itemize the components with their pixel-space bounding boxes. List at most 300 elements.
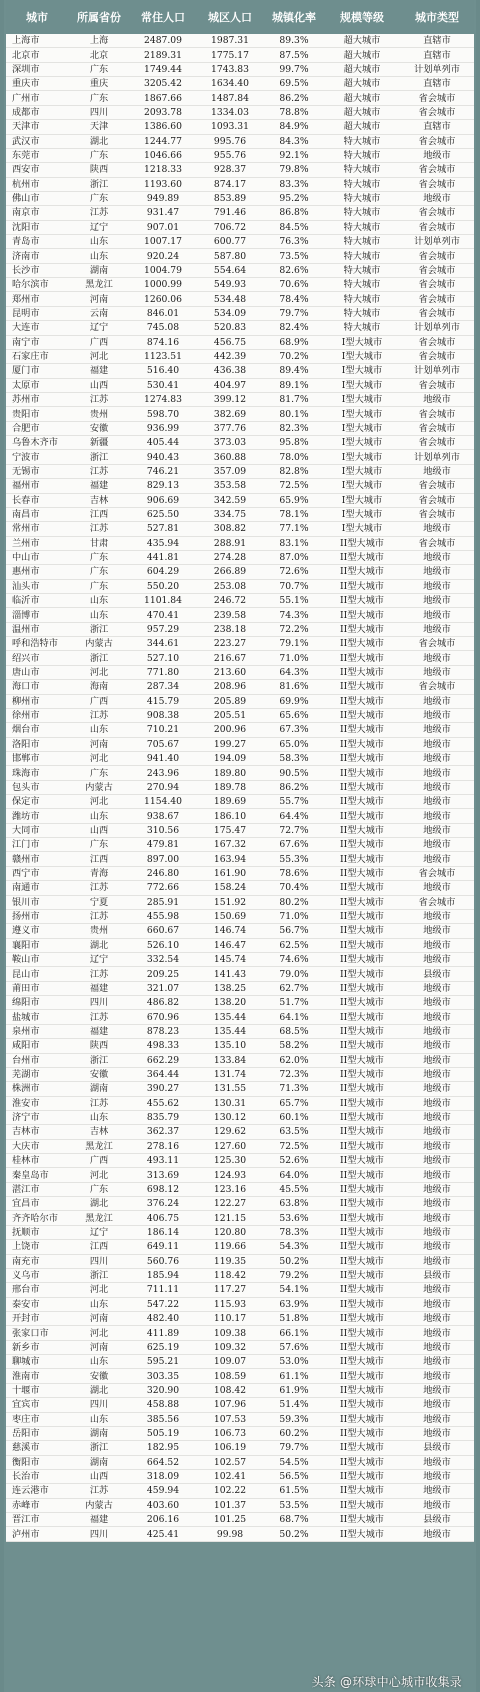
cell-province: 山西: [68, 823, 130, 837]
cell-city: 扬州市: [6, 909, 68, 923]
cell-province: 江苏: [68, 206, 130, 220]
cell-province: 山西: [68, 1469, 130, 1483]
cell-city: 厦门市: [6, 364, 68, 378]
cell-urban-population: 587.80: [196, 249, 264, 263]
cell-scale-grade: I型大城市: [324, 436, 400, 450]
cell-scale-grade: 超大城市: [324, 105, 400, 119]
cell-city-type: 地级市: [400, 565, 474, 579]
cell-province: 江苏: [68, 1010, 130, 1024]
cell-urban-population: 124.93: [196, 1168, 264, 1182]
cell-urban-population: 121.15: [196, 1211, 264, 1225]
cell-urban-population: 109.32: [196, 1340, 264, 1354]
cell-city-type: 县级市: [400, 1513, 474, 1527]
cell-urbanization-rate: 72.5%: [264, 1139, 324, 1153]
cell-resident-population: 493.11: [130, 1154, 196, 1168]
cell-city: 乌鲁木齐市: [6, 436, 68, 450]
cell-urbanization-rate: 74.3%: [264, 608, 324, 622]
cell-province: 山东: [68, 723, 130, 737]
cell-urbanization-rate: 78.3%: [264, 1225, 324, 1239]
cell-city-type: 省会城市: [400, 479, 474, 493]
cell-urbanization-rate: 65.0%: [264, 737, 324, 751]
cell-urban-population: 107.96: [196, 1398, 264, 1412]
cell-city-type: 地级市: [400, 924, 474, 938]
cell-resident-population: 376.24: [130, 1197, 196, 1211]
cell-urbanization-rate: 84.9%: [264, 120, 324, 134]
cell-urban-population: 1487.84: [196, 91, 264, 105]
cell-province: 湖北: [68, 134, 130, 148]
cell-urban-population: 189.80: [196, 766, 264, 780]
cell-province: 海南: [68, 680, 130, 694]
cell-province: 江苏: [68, 392, 130, 406]
cell-scale-grade: II型大城市: [324, 1484, 400, 1498]
city-table: [6, 34, 474, 1542]
cell-resident-population: 931.47: [130, 206, 196, 220]
cell-urbanization-rate: 72.7%: [264, 823, 324, 837]
cell-scale-grade: II型大城市: [324, 1498, 400, 1512]
cell-city-type: 省会城市: [400, 680, 474, 694]
cell-scale-grade: II型大城市: [324, 1369, 400, 1383]
cell-city: 沈阳市: [6, 220, 68, 234]
table-row: [6, 550, 474, 564]
cell-urban-population: 382.69: [196, 407, 264, 421]
cell-city-type: 地级市: [400, 795, 474, 809]
cell-urban-population: 158.24: [196, 881, 264, 895]
cell-resident-population: 595.21: [130, 1355, 196, 1369]
cell-scale-grade: II型大城市: [324, 651, 400, 665]
cell-city: 太原市: [6, 378, 68, 392]
cell-city: 枣庄市: [6, 1412, 68, 1426]
cell-urbanization-rate: 89.1%: [264, 378, 324, 392]
cell-urban-population: 404.97: [196, 378, 264, 392]
cell-city-type: 省会城市: [400, 278, 474, 292]
cell-urban-population: 216.67: [196, 651, 264, 665]
header-urbanization-rate: 城镇化率: [272, 11, 316, 24]
cell-resident-population: 406.75: [130, 1211, 196, 1225]
table-row: [6, 1197, 474, 1211]
cell-urbanization-rate: 62.7%: [264, 981, 324, 995]
cell-city: 株洲市: [6, 1082, 68, 1096]
cell-city: 宜昌市: [6, 1197, 68, 1211]
cell-urbanization-rate: 63.5%: [264, 1125, 324, 1139]
cell-city: 新乡市: [6, 1340, 68, 1354]
cell-province: 北京: [68, 48, 130, 62]
cell-city: 合肥市: [6, 421, 68, 435]
cell-province: 广东: [68, 838, 130, 852]
cell-city-type: 地级市: [400, 751, 474, 765]
cell-urban-population: 118.42: [196, 1268, 264, 1282]
cell-city-type: 地级市: [400, 708, 474, 722]
cell-urban-population: 274.28: [196, 550, 264, 564]
cell-urban-population: 288.91: [196, 536, 264, 550]
cell-resident-population: 320.90: [130, 1383, 196, 1397]
cell-urbanization-rate: 78.8%: [264, 105, 324, 119]
table-row: [6, 766, 474, 780]
cell-city: 大同市: [6, 823, 68, 837]
cell-urbanization-rate: 52.6%: [264, 1154, 324, 1168]
cell-city-type: 地级市: [400, 1010, 474, 1024]
cell-urban-population: 266.89: [196, 565, 264, 579]
table-row: [6, 967, 474, 981]
cell-city: 慈溪市: [6, 1441, 68, 1455]
cell-province: 河北: [68, 665, 130, 679]
cell-urban-population: 119.35: [196, 1254, 264, 1268]
cell-resident-population: 1260.06: [130, 292, 196, 306]
cell-resident-population: 940.43: [130, 450, 196, 464]
cell-urbanization-rate: 87.0%: [264, 550, 324, 564]
cell-city-type: 省会城市: [400, 292, 474, 306]
cell-city-type: 地级市: [400, 780, 474, 794]
cell-city: 张家口市: [6, 1326, 68, 1340]
cell-urban-population: 101.25: [196, 1513, 264, 1527]
cell-province: 广东: [68, 62, 130, 76]
cell-urban-population: 108.42: [196, 1383, 264, 1397]
cell-province: 湖北: [68, 1197, 130, 1211]
cell-scale-grade: 超大城市: [324, 34, 400, 48]
cell-city-type: 省会城市: [400, 407, 474, 421]
cell-province: 浙江: [68, 450, 130, 464]
cell-urban-population: 239.58: [196, 608, 264, 622]
cell-city-type: 地级市: [400, 579, 474, 593]
cell-urbanization-rate: 50.2%: [264, 1254, 324, 1268]
table-row: [6, 1168, 474, 1182]
cell-resident-population: 660.67: [130, 924, 196, 938]
cell-city: 宁波市: [6, 450, 68, 464]
cell-province: 广西: [68, 694, 130, 708]
cell-urban-population: 1634.40: [196, 77, 264, 91]
cell-urban-population: 167.32: [196, 838, 264, 852]
cell-city-type: 地级市: [400, 1110, 474, 1124]
cell-resident-population: 874.16: [130, 335, 196, 349]
cell-city: 绍兴市: [6, 651, 68, 665]
cell-urbanization-rate: 66.1%: [264, 1326, 324, 1340]
cell-urbanization-rate: 63.8%: [264, 1197, 324, 1211]
cell-urbanization-rate: 79.8%: [264, 163, 324, 177]
cell-city-type: 地级市: [400, 1096, 474, 1110]
cell-province: 黑龙江: [68, 278, 130, 292]
cell-province: 江苏: [68, 1484, 130, 1498]
cell-resident-population: 209.25: [130, 967, 196, 981]
cell-province: 河北: [68, 751, 130, 765]
cell-city: 上海市: [6, 34, 68, 48]
cell-urbanization-rate: 79.2%: [264, 1268, 324, 1282]
cell-urban-population: 102.57: [196, 1455, 264, 1469]
cell-scale-grade: II型大城市: [324, 852, 400, 866]
cell-province: 湖南: [68, 1426, 130, 1440]
table-row: [6, 1469, 474, 1483]
cell-resident-population: 498.33: [130, 1039, 196, 1053]
cell-resident-population: 878.23: [130, 1024, 196, 1038]
cell-province: 天津: [68, 120, 130, 134]
cell-city: 抚顺市: [6, 1225, 68, 1239]
header-resident-population: 常住人口: [141, 11, 185, 24]
table-row: [6, 723, 474, 737]
cell-resident-population: 2487.09: [130, 34, 196, 48]
cell-city-type: 地级市: [400, 1326, 474, 1340]
cell-city-type: 地级市: [400, 1254, 474, 1268]
table-row: [6, 1513, 474, 1527]
table-row: [6, 62, 474, 76]
cell-resident-population: 698.12: [130, 1182, 196, 1196]
table-row: [6, 938, 474, 952]
cell-province: 浙江: [68, 1268, 130, 1282]
cell-scale-grade: I型大城市: [324, 335, 400, 349]
cell-urban-population: 133.84: [196, 1053, 264, 1067]
cell-province: 内蒙古: [68, 780, 130, 794]
cell-urbanization-rate: 61.9%: [264, 1383, 324, 1397]
cell-urbanization-rate: 65.9%: [264, 493, 324, 507]
cell-city-type: 地级市: [400, 1067, 474, 1081]
cell-scale-grade: II型大城市: [324, 1426, 400, 1440]
cell-scale-grade: II型大城市: [324, 1254, 400, 1268]
cell-resident-population: 1193.60: [130, 177, 196, 191]
cell-resident-population: 705.67: [130, 737, 196, 751]
cell-province: 云南: [68, 306, 130, 320]
cell-city-type: 地级市: [400, 191, 474, 205]
cell-city-type: 地级市: [400, 550, 474, 564]
cell-scale-grade: 特大城市: [324, 292, 400, 306]
cell-urbanization-rate: 68.7%: [264, 1513, 324, 1527]
cell-province: 陕西: [68, 163, 130, 177]
cell-urbanization-rate: 56.7%: [264, 924, 324, 938]
cell-city-type: 地级市: [400, 1455, 474, 1469]
cell-city: 南昌市: [6, 507, 68, 521]
cell-resident-population: 310.56: [130, 823, 196, 837]
cell-urbanization-rate: 60.2%: [264, 1426, 324, 1440]
cell-city-type: 地级市: [400, 622, 474, 636]
table-row: [6, 1082, 474, 1096]
cell-resident-population: 321.07: [130, 981, 196, 995]
cell-resident-population: 846.01: [130, 306, 196, 320]
cell-resident-population: 662.29: [130, 1053, 196, 1067]
table-row: [6, 421, 474, 435]
cell-urbanization-rate: 82.4%: [264, 321, 324, 335]
cell-resident-population: 516.40: [130, 364, 196, 378]
cell-city-type: 地级市: [400, 594, 474, 608]
cell-city-type: 地级市: [400, 938, 474, 952]
table-row: [6, 795, 474, 809]
table-row: [6, 436, 474, 450]
cell-urban-population: 308.82: [196, 522, 264, 536]
cell-urbanization-rate: 62.0%: [264, 1053, 324, 1067]
table-row: [6, 651, 474, 665]
cell-city: 大连市: [6, 321, 68, 335]
cell-resident-population: 745.08: [130, 321, 196, 335]
cell-resident-population: 458.88: [130, 1398, 196, 1412]
cell-city: 东莞市: [6, 148, 68, 162]
cell-urban-population: 600.77: [196, 235, 264, 249]
cell-resident-population: 1046.66: [130, 148, 196, 162]
cell-urbanization-rate: 72.2%: [264, 622, 324, 636]
cell-city: 齐齐哈尔市: [6, 1211, 68, 1225]
cell-city-type: 地级市: [400, 1225, 474, 1239]
cell-scale-grade: I型大城市: [324, 392, 400, 406]
cell-scale-grade: II型大城市: [324, 1326, 400, 1340]
cell-urbanization-rate: 55.1%: [264, 594, 324, 608]
cell-city-type: 地级市: [400, 1469, 474, 1483]
cell-urbanization-rate: 64.1%: [264, 1010, 324, 1024]
table-row: [6, 694, 474, 708]
cell-city: 保定市: [6, 795, 68, 809]
table-row: [6, 263, 474, 277]
cell-scale-grade: II型大城市: [324, 1283, 400, 1297]
cell-scale-grade: II型大城市: [324, 637, 400, 651]
cell-city-type: 地级市: [400, 1024, 474, 1038]
cell-urbanization-rate: 71.3%: [264, 1082, 324, 1096]
cell-urban-population: 119.66: [196, 1240, 264, 1254]
cell-resident-population: 835.79: [130, 1110, 196, 1124]
cell-city-type: 省会城市: [400, 163, 474, 177]
cell-urbanization-rate: 87.5%: [264, 48, 324, 62]
cell-resident-population: 455.98: [130, 909, 196, 923]
cell-urban-population: 706.72: [196, 220, 264, 234]
table-row: [6, 1254, 474, 1268]
table-row: [6, 1369, 474, 1383]
table-row: [6, 852, 474, 866]
cell-province: 福建: [68, 364, 130, 378]
cell-urban-population: 334.75: [196, 507, 264, 521]
cell-resident-population: 1123.51: [130, 349, 196, 363]
table-row: [6, 1240, 474, 1254]
cell-city: 大庆市: [6, 1139, 68, 1153]
table-row: [6, 48, 474, 62]
cell-urbanization-rate: 72.5%: [264, 479, 324, 493]
cell-urbanization-rate: 69.9%: [264, 694, 324, 708]
cell-resident-population: 711.11: [130, 1283, 196, 1297]
cell-city: 赣州市: [6, 852, 68, 866]
cell-resident-population: 746.21: [130, 464, 196, 478]
cell-urban-population: 150.69: [196, 909, 264, 923]
cell-urbanization-rate: 58.2%: [264, 1039, 324, 1053]
cell-province: 浙江: [68, 622, 130, 636]
cell-city: 淮安市: [6, 1096, 68, 1110]
table-row: [6, 751, 474, 765]
cell-city: 江门市: [6, 838, 68, 852]
cell-scale-grade: 特大城市: [324, 249, 400, 263]
cell-city: 北京市: [6, 48, 68, 62]
cell-scale-grade: II型大城市: [324, 1268, 400, 1282]
table-row: [6, 34, 474, 48]
cell-city: 秦皇岛市: [6, 1168, 68, 1182]
cell-city: 泰安市: [6, 1297, 68, 1311]
cell-city-type: 省会城市: [400, 866, 474, 880]
cell-city: 徐州市: [6, 708, 68, 722]
table-row: [6, 1297, 474, 1311]
cell-resident-population: 1007.17: [130, 235, 196, 249]
cell-city: 佛山市: [6, 191, 68, 205]
cell-urban-population: 554.64: [196, 263, 264, 277]
cell-resident-population: 1274.83: [130, 392, 196, 406]
cell-resident-population: 920.24: [130, 249, 196, 263]
cell-city: 湛江市: [6, 1182, 68, 1196]
table-row: [6, 1053, 474, 1067]
cell-province: 广东: [68, 579, 130, 593]
cell-resident-population: 527.81: [130, 522, 196, 536]
cell-resident-population: 1749.44: [130, 62, 196, 76]
cell-province: 江苏: [68, 881, 130, 895]
cell-city-type: 省会城市: [400, 263, 474, 277]
cell-urbanization-rate: 67.6%: [264, 838, 324, 852]
cell-city: 开封市: [6, 1311, 68, 1325]
cell-urban-population: 189.78: [196, 780, 264, 794]
cell-province: 陕西: [68, 1039, 130, 1053]
cell-city: 温州市: [6, 622, 68, 636]
cell-resident-population: 1386.60: [130, 120, 196, 134]
cell-resident-population: 604.29: [130, 565, 196, 579]
cell-urban-population: 146.47: [196, 938, 264, 952]
cell-city-type: 省会城市: [400, 134, 474, 148]
cell-urbanization-rate: 64.0%: [264, 1168, 324, 1182]
cell-scale-grade: II型大城市: [324, 1441, 400, 1455]
cell-scale-grade: II型大城市: [324, 938, 400, 952]
cell-scale-grade: II型大城市: [324, 924, 400, 938]
cell-city-type: 地级市: [400, 981, 474, 995]
cell-resident-population: 435.94: [130, 536, 196, 550]
cell-province: 浙江: [68, 1053, 130, 1067]
cell-urban-population: 436.38: [196, 364, 264, 378]
cell-scale-grade: 超大城市: [324, 120, 400, 134]
cell-scale-grade: II型大城市: [324, 665, 400, 679]
cell-city-type: 地级市: [400, 392, 474, 406]
cell-province: 浙江: [68, 651, 130, 665]
cell-city-type: 省会城市: [400, 335, 474, 349]
cell-urbanization-rate: 68.5%: [264, 1024, 324, 1038]
cell-city: 襄阳市: [6, 938, 68, 952]
cell-urban-population: 791.46: [196, 206, 264, 220]
cell-city-type: 地级市: [400, 1369, 474, 1383]
cell-scale-grade: II型大城市: [324, 895, 400, 909]
cell-city-type: 直辖市: [400, 48, 474, 62]
cell-scale-grade: II型大城市: [324, 823, 400, 837]
cell-city-type: 地级市: [400, 909, 474, 923]
cell-scale-grade: II型大城市: [324, 838, 400, 852]
cell-province: 广东: [68, 550, 130, 564]
cell-city-type: 地级市: [400, 1527, 474, 1541]
cell-scale-grade: II型大城市: [324, 866, 400, 880]
cell-city: 唐山市: [6, 665, 68, 679]
table-row: [6, 1010, 474, 1024]
cell-city: 汕头市: [6, 579, 68, 593]
cell-city-type: 地级市: [400, 1240, 474, 1254]
cell-urban-population: 125.30: [196, 1154, 264, 1168]
cell-urban-population: 141.43: [196, 967, 264, 981]
table-row: [6, 120, 474, 134]
cell-scale-grade: II型大城市: [324, 737, 400, 751]
cell-urbanization-rate: 67.3%: [264, 723, 324, 737]
cell-city: 石家庄市: [6, 349, 68, 363]
cell-resident-population: 479.81: [130, 838, 196, 852]
cell-city-type: 地级市: [400, 1383, 474, 1397]
cell-city: 中山市: [6, 550, 68, 564]
cell-scale-grade: II型大城市: [324, 1355, 400, 1369]
cell-resident-population: 470.41: [130, 608, 196, 622]
table-row: [6, 579, 474, 593]
cell-city: 贵阳市: [6, 407, 68, 421]
cell-urbanization-rate: 95.2%: [264, 191, 324, 205]
table-row: [6, 780, 474, 794]
cell-resident-population: 313.69: [130, 1168, 196, 1182]
cell-city-type: 地级市: [400, 1053, 474, 1067]
cell-province: 宁夏: [68, 895, 130, 909]
cell-urban-population: 1334.03: [196, 105, 264, 119]
cell-scale-grade: 特大城市: [324, 263, 400, 277]
cell-city: 咸阳市: [6, 1039, 68, 1053]
cell-city-type: 地级市: [400, 1311, 474, 1325]
cell-province: 吉林: [68, 1125, 130, 1139]
cell-city: 莆田市: [6, 981, 68, 995]
cell-city-type: 省会城市: [400, 378, 474, 392]
cell-resident-population: 186.14: [130, 1225, 196, 1239]
cell-city-type: 地级市: [400, 694, 474, 708]
